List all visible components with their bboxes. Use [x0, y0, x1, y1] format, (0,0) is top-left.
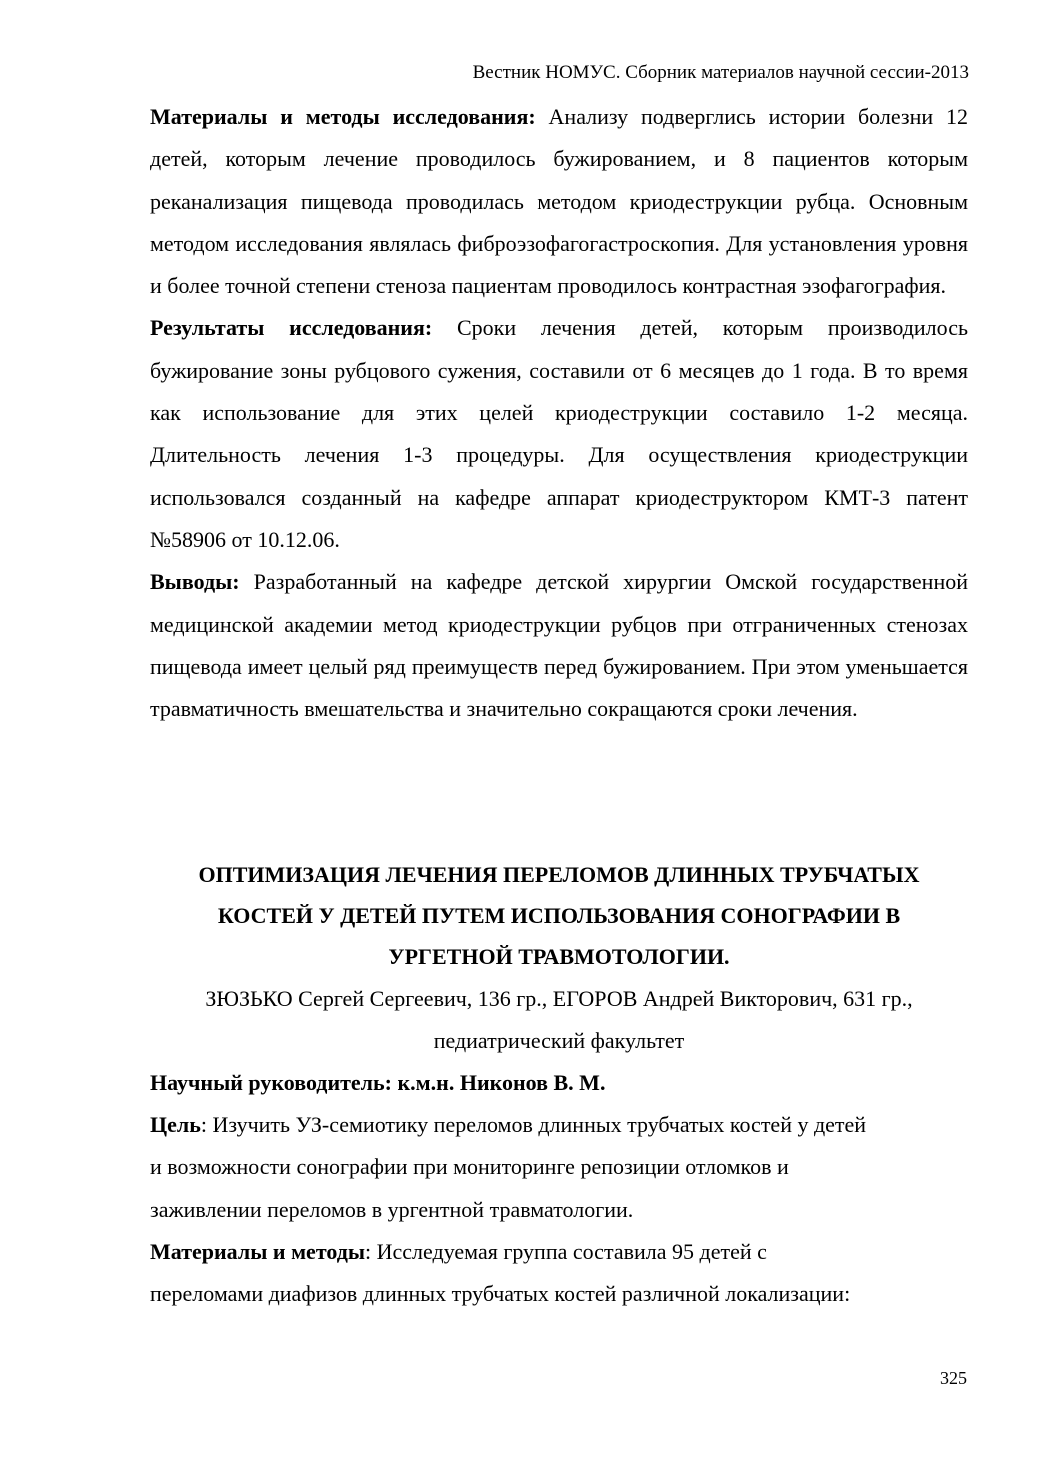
- new-methods-line-1: : Исследуемая группа составила 95 детей с: [365, 1238, 767, 1264]
- results-paragraph: [150, 307, 968, 561]
- new-methods-paragraph: [150, 1231, 968, 1316]
- new-article: [150, 854, 968, 1315]
- authors-line-1: ЗЮЗЬКО Сергей Сергеевич, 136 гр., ЕГОРОВ Андрей Викторович, 631 гр.,: [205, 986, 913, 1011]
- article-title-line-1: ОПТИМИЗАЦИЯ ЛЕЧЕНИЯ ПЕРЕЛОМОВ ДЛИННЫХ ТРУБЧАТЫХ: [198, 862, 920, 887]
- methods-label: Материалы и методы исследования:: [150, 104, 536, 129]
- goal-line-3: заживлении переломов в ургентной травматологии.: [150, 1196, 634, 1222]
- new-methods-line-2: переломами диафизов длинных трубчатых костей различной локализации:: [150, 1281, 851, 1307]
- conclusions-paragraph: [150, 561, 968, 730]
- results-label: Результаты исследования:: [150, 315, 433, 341]
- article-title-line-2: КОСТЕЙ У ДЕТЕЙ ПУТЕМ ИСПОЛЬЗОВАНИЯ СОНОГРАФИИ В: [217, 903, 901, 928]
- methods-paragraph: [150, 96, 968, 307]
- article-title-line-3: УРГЕТНОЙ ТРАВМОТОЛОГИИ.: [388, 944, 730, 969]
- page-number: 325: [940, 1368, 967, 1388]
- scientific-supervisor: Научный руководитель: к.м.н. Никонов В. М.: [150, 1070, 606, 1095]
- article-title: [150, 854, 968, 977]
- conclusions-label: Выводы:: [150, 569, 240, 595]
- running-header: Вестник НОМУС. Сборник материалов научной сессии-2013: [472, 62, 969, 83]
- article-authors: [150, 978, 968, 1062]
- goal-line-1: : Изучить УЗ-семиотику переломов длинных трубчатых костей у детей: [200, 1112, 867, 1137]
- methods-text: Анализу подверглись истории болезни 12 детей, которым лечение проводилось бужированием, и 8 пациентов которым реканализация пищевода проводилась методом криодеструкции рубца. Основным методом исследования являлась фиброэзофагогастроскопия. Для установления уровня и более точной степени стеноза пациентам проводилось контрастная эзофагография.: [150, 104, 968, 299]
- previous-article-continuation: [150, 96, 968, 730]
- conclusions-text: Разработанный на кафедре детской хирургии Омской государственной медицинской академии метод криодеструкции рубцов при отграниченных стенозах пищевода имеет целый ряд преимуществ перед бужированием. При этом уменьшается травматичность вмешательства и значительно сокращаются сроки лечения.: [150, 569, 968, 722]
- goal-paragraph: [150, 1104, 968, 1231]
- goal-line-2: и возможности сонографии при мониторинге репозиции отломков и: [150, 1154, 789, 1180]
- results-text: Сроки лечения детей, которым производилось бужирование зоны рубцового сужения, составили от 6 месяцев до 1 года. В то время как использование для этих целей криодеструкции составило 1-2 месяца. Длительность лечения 1-3 процедуры. Для осуществления криодеструкции использовался созданный на кафедре аппарат криодеструктором КМТ-3 патент №58906 от 10.12.06.: [150, 315, 968, 552]
- authors-line-2: педиатрический факультет: [433, 1028, 685, 1053]
- new-methods-label: Материалы и методы: [150, 1238, 366, 1264]
- goal-label: Цель: [150, 1112, 201, 1137]
